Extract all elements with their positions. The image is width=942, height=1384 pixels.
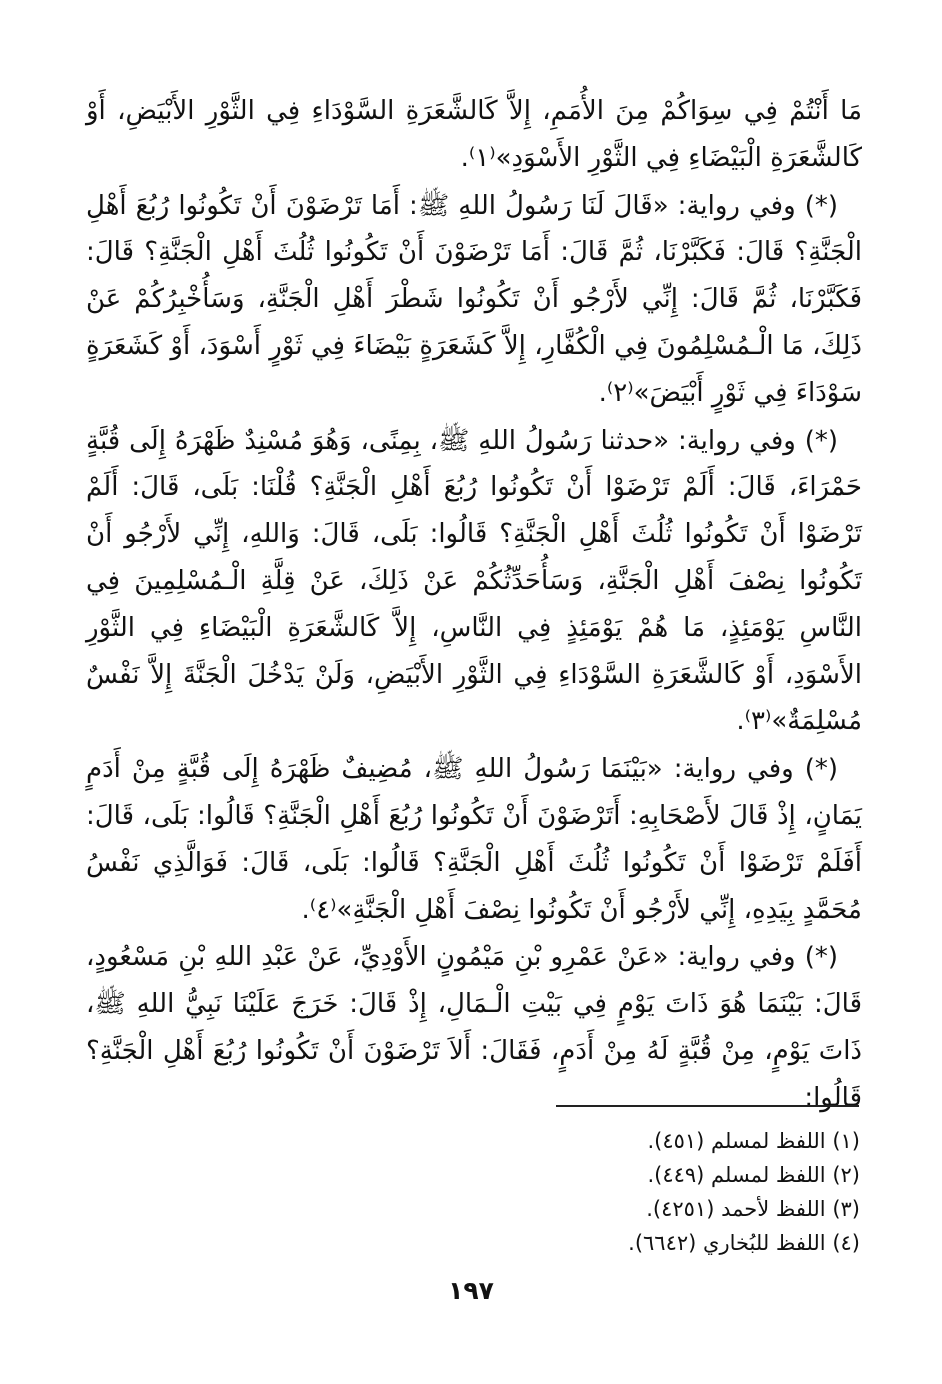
- paragraph-continuation: مَا أَنْتُمْ فِي سِوَاكُمْ مِنَ الأُمَمِ، إِلاَّ كَالشَّعَرَةِ السَّوْدَاءِ فِي الثَّوْرِ الأَبْيَضِ، أَوْ كَالشَّعَرَةِ الْبَيْضَاءِ فِي الثَّوْرِ الأَسْوَدِ»⁽١⁾.: [86, 96, 862, 173]
- footnotes: [460, 1124, 860, 1260]
- footnote-4: (٤) اللفظ للبُخاري (٦٦٤٢).: [628, 1231, 860, 1255]
- paragraph-narration-3: (*) وفي رواية: «حدثنا رَسُولُ اللهِ ﷺ، بِمِنًى، وَهُوَ مُسْنِدٌ ظَهْرَهُ إِلَى قُبَّةٍ حَمْرَاءَ، قَالَ: أَلَمْ تَرْضَوْا أَنْ تَكُونُوا رُبُعَ أَهْلِ الْجَنَّةِ؟ قُلْنَا: بَلَى، قَالَ: أَلَمْ تَرْضَوْا أَنْ تَكُونُوا ثُلُثَ أَهْلِ الْجَنَّةِ؟ قَالُوا: بَلَى، قَالَ: وَاللهِ، إِنِّي لأَرْجُو أَنْ تَكُونُوا نِصْفَ أَهْلِ الْجَنَّةِ، وَسَأُحَدِّثُكُمْ عَنْ ذَلِكَ، عَنْ قِلَّةِ الْـمُسْلِمِينَ فِي النَّاسِ يَوْمَئِذٍ، مَا هُمْ يَوْمَئِذٍ فِي النَّاسِ، إِلاَّ كَالشَّعَرَةِ الْبَيْضَاءِ فِي الثَّوْرِ الأَسْوَدِ، أَوْ كَالشَّعَرَةِ السَّوْدَاءِ فِي الثَّوْرِ الأَبْيَضِ، وَلَنْ يَدْخُلَ الْجَنَّةَ إِلاَّ نَفْسٌ مُسْلِمَةٌ»⁽٣⁾.: [86, 425, 862, 737]
- footnote-3: (٣) اللفظ لأحمد (٤٢٥١).: [646, 1197, 860, 1221]
- paragraph-narration-4: (*) وفي رواية: «بَيْنَمَا رَسُولُ اللهِ ﷺ، مُضِيفٌ ظَهْرَهُ إِلَى قُبَّةٍ مِنْ أَدَمٍ يَمَانٍ، إِذْ قَالَ لأَصْحَابِهِ: أَتَرْضَوْنَ أَنْ تَكُونُوا رُبُعَ أَهْلِ الْجَنَّةِ؟ قَالُوا: بَلَى، قَالَ: أَفَلَمْ تَرْضَوْا أَنْ تَكُونُوا ثُلُثَ أَهْلِ الْجَنَّةِ؟ قَالُوا: بَلَى، قَالَ: فَوَالَّذِي نَفْسُ مُحَمَّدٍ بِيَدِهِ، إِنِّي لأَرْجُو أَنْ تَكُونُوا نِصْفَ أَهْلِ الْجَنَّةِ»⁽٤⁾.: [86, 754, 862, 925]
- main-text-body: [86, 88, 862, 1123]
- paragraph-narration-5: (*) وفي رواية: «عَنْ عَمْرِو بْنِ مَيْمُونٍ الأَوْدِيِّ، عَنْ عَبْدِ اللهِ بْنِ مَسْعُودٍ، قَالَ: بَيْنَمَا هُوَ ذَاتَ يَوْمٍ فِي بَيْتِ الْـمَالِ، إِذْ قَالَ: خَرَجَ عَلَيْنَا نَبِيُّ اللهِ ﷺ، ذَاتَ يَوْمٍ، مِنْ قُبَّةٍ لَهُ مِنْ أَدَمٍ، فَقَالَ: أَلاَ تَرْضَوْنَ أَنْ تَكُونُوا رُبُعَ أَهْلِ الْجَنَّةِ؟ قَالُوا:: [86, 942, 862, 1113]
- footnote-1: (١) اللفظ لمسلم (٤٥١).: [647, 1129, 860, 1153]
- footnote-2: (٢) اللفظ لمسلم (٤٤٩).: [647, 1163, 860, 1187]
- page-number: ١٩٧: [448, 1276, 494, 1305]
- paragraph-narration-2: (*) وفي رواية: «قَالَ لَنَا رَسُولُ اللهِ ﷺ: أَمَا تَرْضَوْنَ أَنْ تَكُونُوا رُبُعَ أَهْلِ الْجَنَّةِ؟ قَالَ: فَكَبَّرْنَا، ثُمَّ قَالَ: أَمَا تَرْضَوْنَ أَنْ تَكُونُوا ثُلُثَ أَهْلِ الْجَنَّةِ؟ قَالَ: فَكَبَّرْنَا، ثُمَّ قَالَ: إِنِّي لأَرْجُو أَنْ تَكُونُوا شَطْرَ أَهْلِ الْجَنَّةِ، وَسَأُخْبِرُكُمْ عَنْ ذَلِكَ، مَا الْـمُسْلِمُونَ فِي الْكُفَّارِ، إِلاَّ كَشَعَرَةٍ بَيْضَاءَ فِي ثَوْرٍ أَسْوَدَ، أَوْ كَشَعَرَةٍ سَوْدَاءَ فِي ثَوْرٍ أَبْيَضَ»⁽٢⁾.: [86, 190, 862, 408]
- footnote-separator: [556, 1105, 859, 1107]
